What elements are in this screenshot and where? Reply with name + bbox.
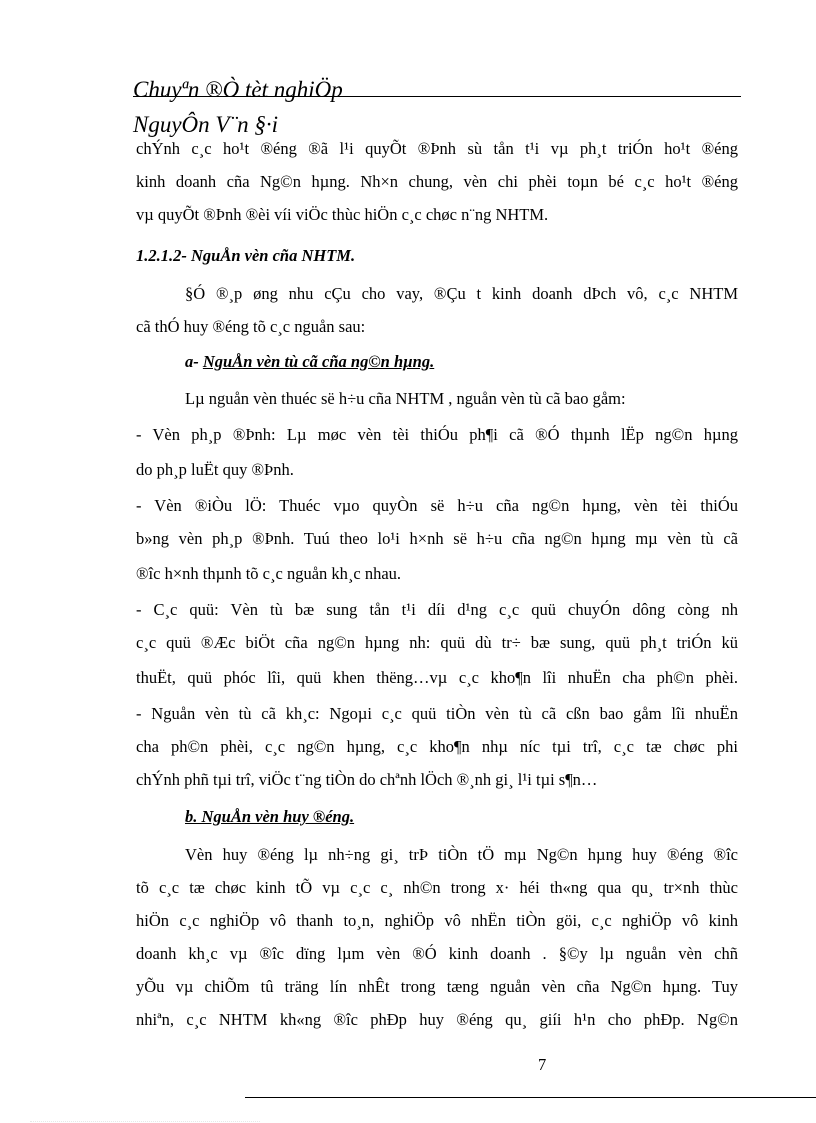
header-author: NguyÔn V¨n §·i <box>133 112 279 137</box>
body-line: doanh kh¸c vµ ®îc dïng lµm vèn ®Ó kinh doanh . §©y lµ nguån vèn chñ <box>136 944 738 963</box>
body-line: vµ quyÕt ®Þnh ®èi víi viÖc thùc hiÖn c¸c chøc n¨ng NHTM. <box>136 205 549 224</box>
footer-rule <box>245 1097 816 1098</box>
body-line: - C¸c quü: Vèn tù bæ sung tån t¹i díi d¹ng c¸c quü chuyÓn dông còng nh <box>136 600 738 619</box>
body-line: chÝnh phñ tµi trî, viÖc t¨ng tiÒn do chªnh lÖch ®¸nh gi¸ l¹i tµi s¶n… <box>136 770 598 789</box>
footer-faint-rule <box>30 1121 260 1122</box>
body-line: kinh doanh cña Ng©n hµng. Nh×n chung, vèn chi phèi toµn bé c¸c ho¹t ®éng <box>136 172 738 191</box>
body-line: ®îc h×nh thµnh tõ c¸c nguån kh¸c nhau. <box>136 564 402 583</box>
body-line: Lµ nguån vèn thuéc së h÷u cña NHTM , nguån vèn tù cã bao gåm: <box>185 389 626 408</box>
subheading-b <box>136 796 738 838</box>
body-line: c¸c quü ®Æc biÖt cña ng©n hµng nh: quü dù tr÷ bæ sung, quü ph¸t triÓn kü <box>136 633 738 652</box>
body-line: yÕu vµ chiÕm tû träng lín nhÊt trong tæng nguån vèn cña Ng©n hµng. Tuy <box>136 977 738 996</box>
body-line: chÝnh c¸c ho¹t ®éng ®ã l¹i quyÕt ®Þnh sù tån t¹i vµ ph¸t triÓn ho¹t ®éng <box>136 139 738 158</box>
body-line: - Nguån vèn tù cã kh¸c: Ngoµi c¸c quü tiÒn vèn tù cã cßn bao gåm lîi nhuËn <box>136 704 738 723</box>
section-heading: 1.2.1.2- NguÅn vèn cña NHTM. <box>136 246 356 265</box>
body-line: - Vèn ®iÒu lÖ: Thuéc vµo quyÒn së h÷u cña ng©n hµng, vèn tèi thiÓu <box>136 496 738 515</box>
page-number: 7 <box>538 1055 547 1074</box>
body-line: §Ó ®¸p øng nhu cÇu cho vay, ®Çu t kinh doanh dÞch vô, c¸c NHTM <box>185 284 738 303</box>
header-title: Chuyªn ®Ò tèt nghiÖp <box>133 77 343 102</box>
body-line: cã thÓ huy ®éng tõ c¸c nguån sau: <box>136 317 366 336</box>
body-line: cha ph©n phèi, c¸c ng©n hµng, c¸c kho¶n nhµ níc tµi trî, c¸c tæ chøc phi <box>136 737 738 756</box>
body-line: tõ c¸c tæ chøc kinh tÕ vµ c¸c c¸ nh©n trong x· héi th«ng qua qu¸ tr×nh thùc <box>136 878 738 897</box>
body-line: hiÖn c¸c nghiÖp vô thanh to¸n, nghiÖp vô nhËn tiÒn göi, c¸c nghiÖp vô kinh <box>136 911 738 930</box>
header-rule <box>133 96 741 97</box>
subheading-b-title: b. NguÅn vèn huy ®éng. <box>185 807 355 826</box>
body-line: thuËt, quü phóc lîi, quü khen thëng…vµ c¸c kho¶n lîi nhuËn cha ph©n phèi. <box>136 668 738 687</box>
subheading-a-title: NguÅn vèn tù cã cña ng©n hµng. <box>202 352 435 371</box>
subheading-a <box>136 343 738 380</box>
body-line: - Vèn ph¸p ®Þnh: Lµ møc vèn tèi thiÓu ph¶i cã ®Ó thµnh lËp ng©n hµng <box>136 425 738 444</box>
subheading-a-prefix: a- <box>185 352 203 371</box>
body-line: Vèn huy ®éng lµ nh÷ng gi¸ trÞ tiÒn tÖ mµ Ng©n hµng huy ®éng ®îc <box>185 845 738 864</box>
page-body <box>136 132 738 1036</box>
body-line: nhiªn, c¸c NHTM kh«ng ®îc phÐp huy ®éng qu¸ giíi h¹n cho phÐp. Ng©n <box>136 1010 738 1029</box>
body-line: do ph¸p luËt quy ®Þnh. <box>136 460 294 479</box>
body-line: b»ng vèn ph¸p ®Þnh. Tuú theo lo¹i h×nh së h÷u cña ng©n hµng mµ vèn tù cã <box>136 529 738 548</box>
